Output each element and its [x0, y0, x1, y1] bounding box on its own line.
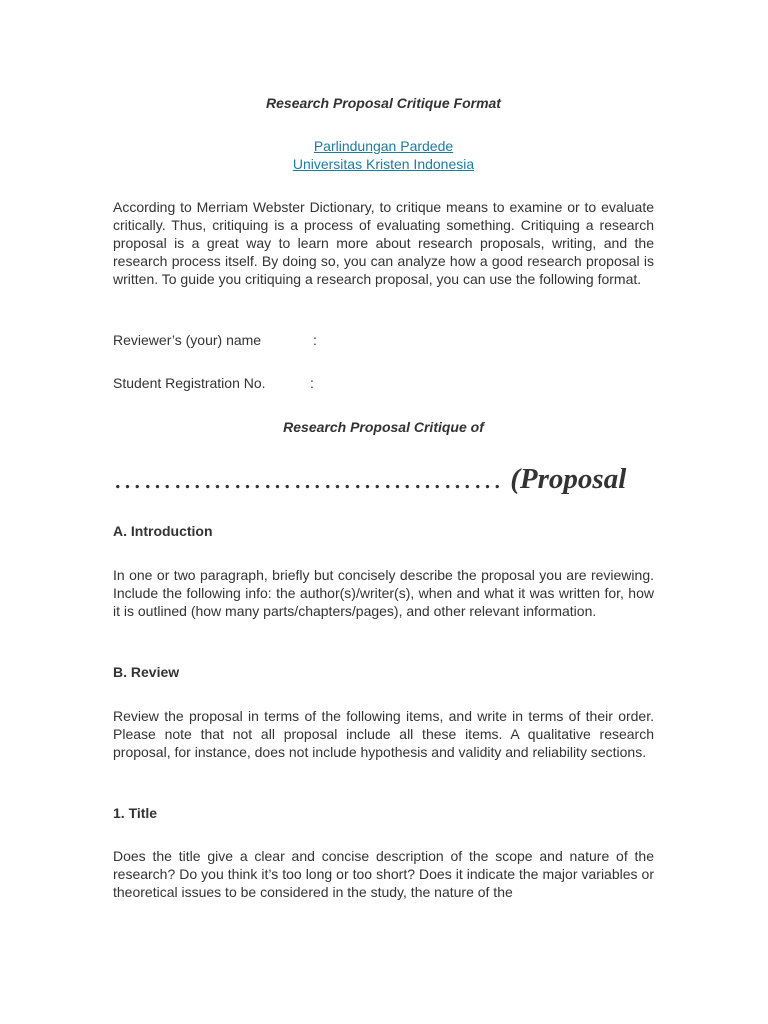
section-review-heading: B. Review	[113, 664, 180, 680]
section-review-text: Review the proposal in terms of the following items, and write in terms of their order. Please note that not all proposal include all these items. A qualitative research proposal, for instance, does not include hypothesis and validity and reliability sections.	[113, 708, 654, 760]
critique-of-heading: Research Proposal Critique of	[283, 419, 484, 435]
author-block	[113, 137, 654, 173]
document-title: Research Proposal Critique Format	[266, 95, 501, 111]
registration-no-label: Student Registration No.	[113, 375, 266, 391]
proposal-title-placeholder: …………………………………	[113, 463, 503, 495]
reviewer-name-field	[113, 331, 317, 349]
author-affiliation-link[interactable]: Universitas Kristen Indonesia	[292, 156, 475, 172]
reviewer-name-label: Reviewer’s (your) name	[113, 332, 262, 348]
section-introduction-text: In one or two paragraph, briefly but concisely describe the proposal you are reviewing. Include the following info: the author(s)/writer(s), when and what it was written for, how it is outlined (how many parts/chapters/pages), and other relevant information.	[113, 567, 654, 619]
section-introduction-heading: A. Introduction	[113, 523, 213, 539]
author-name-link[interactable]: Parlindungan Pardede	[313, 138, 454, 154]
registration-no-field	[113, 374, 314, 392]
section-title-heading: 1. Title	[113, 805, 158, 821]
registration-no-colon: :	[310, 375, 314, 391]
section-title-text: Does the title give a clear and concise description of the scope and nature of the research? Do you think it’s too long or too short? Does it indicate the major variables or theoretical issues to be considered in the study, the nature of the	[113, 848, 654, 900]
intro-paragraph: According to Merriam Webster Dictionary, to critique means to examine or to evaluate critically. Thus, critiquing is a process of evaluating something. Critiquing a research proposal is a great way to learn more about research proposals, writing, and the research process itself. By doing so, you can analyze how a good research proposal is written. To guide you critiquing a research proposal, you can use the following format.	[113, 199, 654, 287]
reviewer-name-colon: :	[313, 332, 317, 348]
proposal-word: (Proposal	[510, 463, 627, 495]
proposal-title-line	[113, 461, 654, 497]
